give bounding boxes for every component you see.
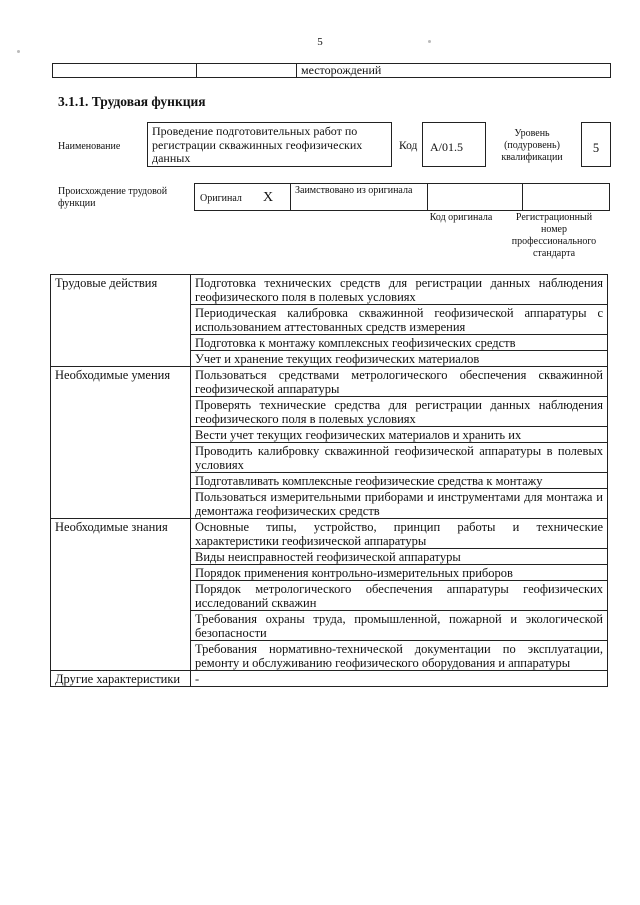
item-cell: Требования нормативно-технической документации по эксплуатации, ремонту и обслуживанию геофизического оборудования и аппаратуры [191, 641, 608, 671]
original-mark: X [263, 190, 274, 205]
cell-divider [522, 183, 523, 211]
item-cell: Подготовка к монтажу комплексных геофизических средств [191, 335, 608, 351]
name-label: Наименование [58, 141, 121, 152]
function-code: А/01.5 [430, 140, 463, 154]
item-cell: Пользоваться измерительными приборами и инструментами для монтажа и демонтажа геофизических средств [191, 489, 608, 519]
table-row [51, 671, 608, 687]
function-name: Проведение подготовительных работ по регистрации скважинных геофизических данных [152, 124, 363, 165]
competency-table [50, 274, 608, 687]
prev-table-row [52, 63, 611, 78]
code-box [422, 122, 486, 167]
item-cell: Требования охраны труда, промышленной, пожарной и экологической безопасности [191, 611, 608, 641]
item-cell: Виды неисправностей геофизической аппаратуры [191, 549, 608, 565]
category-cell: Трудовые действия [51, 275, 191, 367]
page-number: 5 [317, 36, 323, 48]
code-original-caption: Код оригинала [429, 212, 493, 223]
cell-divider [196, 63, 197, 78]
section-heading: 3.1.1. Трудовая функция [58, 94, 206, 109]
item-cell: Подготавливать комплексные геофизические средства к монтажу [191, 473, 608, 489]
item-cell: Основные типы, устройство, принцип работы и технические характеристики геофизической аппаратуры [191, 519, 608, 549]
item-cell: Пользоваться средствами метрологического обеспечения скважинной геофизической аппаратуры [191, 367, 608, 397]
item-cell: Проверять технические средства для регистрации данных наблюдения геофизического поля в полевых условиях [191, 397, 608, 427]
category-cell: Необходимые знания [51, 519, 191, 671]
item-cell: Проводить калибровку скважинной геофизической аппаратуры в полевых условиях [191, 443, 608, 473]
scan-speck [17, 50, 20, 53]
category-cell: Другие характеристики [51, 671, 191, 687]
item-cell: Порядок применения контрольно-измерительных приборов [191, 565, 608, 581]
function-name-box [147, 122, 392, 167]
code-label: Код [399, 140, 418, 152]
item-cell: Учет и хранение текущих геофизических материалов [191, 351, 608, 367]
prev-table-text: месторождений [301, 63, 382, 77]
level-label: Уровень (подуровень) квалификации [501, 128, 563, 163]
item-cell: Подготовка технических средств для регистрации данных наблюдения геофизического поля в полевых условиях [191, 275, 608, 305]
level-value: 5 [592, 141, 600, 155]
origin-label: Происхождение трудовой функции [58, 186, 168, 209]
item-cell: - [191, 671, 608, 687]
level-box [581, 122, 611, 167]
origin-table [194, 183, 610, 211]
original-label: Оригинал [200, 193, 242, 204]
table-row [51, 367, 608, 397]
item-cell: Периодическая калибровка скважинной геофизической аппаратуры с использованием аттестованных средств измерения [191, 305, 608, 335]
cell-divider [290, 183, 291, 211]
cell-divider [427, 183, 428, 211]
item-cell: Вести учет текущих геофизических материалов и хранить их [191, 427, 608, 443]
table-row [51, 519, 608, 549]
borrowed-label: Заимствовано из оригинала [295, 185, 413, 196]
table-row [51, 275, 608, 305]
cell-divider [296, 63, 297, 78]
item-cell: Порядок метрологического обеспечения аппаратуры геофизических исследований скважин [191, 581, 608, 611]
category-cell: Необходимые умения [51, 367, 191, 519]
reg-number-caption: Регистрационный номер профессионального стандарта [511, 212, 597, 259]
